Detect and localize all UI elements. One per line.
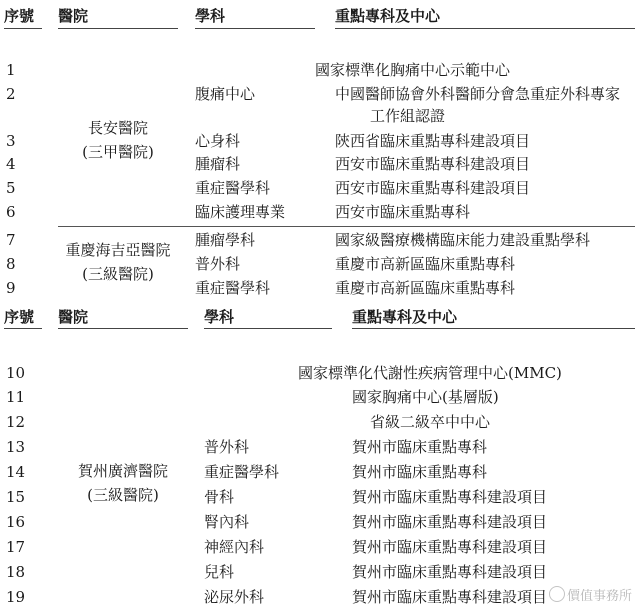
t1-header-no: 序號 <box>4 7 35 25</box>
t1-hospital-separator <box>58 226 635 227</box>
t2-row-11-no: 11 <box>6 388 26 406</box>
t2-row-19-no: 19 <box>6 588 26 606</box>
t2-row-19-dept: 泌尿外科 <box>204 588 265 606</box>
t1-header-hospital: 醫院 <box>58 7 89 25</box>
t1-hospital-1 <box>58 116 178 164</box>
t1-row-4-no: 4 <box>6 155 16 173</box>
t1-row-1-key: 國家標準化胸痛中心示範中心 <box>315 61 511 79</box>
t1-header-dept: 學科 <box>195 7 226 25</box>
t2-row-13-no: 13 <box>6 438 26 456</box>
t1-row-3-no: 3 <box>6 132 16 150</box>
t1-row-8-key: 重慶市高新區臨床重點專科 <box>335 255 516 273</box>
t2-row-18-dept: 兒科 <box>204 563 235 581</box>
t2-row-17-no: 17 <box>6 538 26 556</box>
t1-row-6-dept: 臨床護理專業 <box>195 203 286 221</box>
t2-row-13-dept: 普外科 <box>204 438 250 456</box>
t1-header-rule-hospital <box>58 28 178 29</box>
t1-row-6-no: 6 <box>6 203 16 221</box>
t2-row-13-key: 賀州市臨床重點專科 <box>352 438 488 456</box>
t2-header-rule-key <box>352 328 635 329</box>
t1-hospital-1-grade: (三甲醫院) <box>82 143 154 161</box>
t2-row-14-dept: 重症醫學科 <box>204 463 280 481</box>
t2-header-no: 序號 <box>4 308 35 326</box>
t2-hospital-name: 賀州廣濟醫院 <box>77 462 168 480</box>
t1-row-4-key: 西安市臨床重點專科建設項目 <box>335 155 531 173</box>
t1-row-8-no: 8 <box>6 255 16 273</box>
t1-row-2-key: 中國醫師協會外科醫師分會急重症外科專家 <box>335 85 621 103</box>
t2-row-10-key: 國家標準化代謝性疾病管理中心(MMC) <box>298 364 562 382</box>
t1-row-9-key: 重慶市高新區臨床重點專科 <box>335 279 516 297</box>
t2-row-19-key: 賀州市臨床重點專科建設項目 <box>352 588 548 606</box>
t1-header-key: 重點專科及中心 <box>335 7 441 25</box>
t2-header-rule-hospital <box>58 328 188 329</box>
t2-row-11-key: 國家胸痛中心(基層版) <box>352 388 499 406</box>
t1-row-7-no: 7 <box>6 231 16 249</box>
t2-row-15-dept: 骨科 <box>204 488 235 506</box>
t2-row-15-key: 賀州市臨床重點專科建設項目 <box>352 488 548 506</box>
t2-header-rule-dept <box>204 328 332 329</box>
t1-row-7-key: 國家級醫療機構臨床能力建設重點學科 <box>335 231 591 249</box>
t1-header-rule-dept <box>195 28 315 29</box>
t2-hospital-grade: (三級醫院) <box>87 486 159 504</box>
watermark-logo-icon <box>549 586 565 602</box>
t1-row-5-dept: 重症醫學科 <box>195 179 271 197</box>
t1-row-1-no: 1 <box>6 61 16 79</box>
t1-row-2-key-cont: 工作組認證 <box>370 107 446 125</box>
t1-row-4-dept: 腫瘤科 <box>195 155 241 173</box>
watermark <box>549 585 632 604</box>
t1-row-6-key: 西安市臨床重點專科 <box>335 203 471 221</box>
t2-row-16-key: 賀州市臨床重點專科建設項目 <box>352 513 548 531</box>
watermark-text: 價值事務所 <box>566 589 632 604</box>
t2-row-17-key: 賀州市臨床重點專科建設項目 <box>352 538 548 556</box>
t2-row-10-no: 10 <box>6 364 26 382</box>
t1-row-8-dept: 普外科 <box>195 255 241 273</box>
t1-row-3-dept: 心身科 <box>195 132 241 150</box>
t1-header-rule-key <box>335 28 635 29</box>
t1-row-2-dept: 腹痛中心 <box>195 85 256 103</box>
t2-row-18-key: 賀州市臨床重點專科建設項目 <box>352 563 548 581</box>
t1-hospital-2-grade: (三級醫院) <box>82 265 154 283</box>
t1-row-5-key: 西安市臨床重點專科建設項目 <box>335 179 531 197</box>
t1-row-9-dept: 重症醫學科 <box>195 279 271 297</box>
t2-row-12-key: 省級二級卒中中心 <box>370 413 491 431</box>
t2-header-key: 重點專科及中心 <box>352 308 458 326</box>
t1-hospital-2 <box>58 238 178 286</box>
t1-hospital-1-name: 長安醫院 <box>87 119 148 137</box>
t1-header-rule-no <box>4 28 42 29</box>
t2-header-hospital: 醫院 <box>58 308 89 326</box>
t2-row-16-dept: 腎內科 <box>204 513 250 531</box>
t2-row-18-no: 18 <box>6 563 26 581</box>
t1-row-3-key: 陝西省臨床重點專科建設項目 <box>335 132 531 150</box>
t2-row-12-no: 12 <box>6 413 26 431</box>
t1-row-2-no: 2 <box>6 85 16 103</box>
t2-row-14-key: 賀州市臨床重點專科 <box>352 463 488 481</box>
t2-row-15-no: 15 <box>6 488 26 506</box>
t2-header-rule-no <box>4 328 42 329</box>
t1-row-9-no: 9 <box>6 279 16 297</box>
t1-hospital-2-name: 重慶海吉亞醫院 <box>65 241 171 259</box>
t2-hospital <box>58 459 188 507</box>
t1-row-5-no: 5 <box>6 179 16 197</box>
t2-header-dept: 學科 <box>204 308 235 326</box>
t2-row-17-dept: 神經內科 <box>204 538 265 556</box>
t1-row-7-dept: 腫瘤學科 <box>195 231 256 249</box>
t2-row-16-no: 16 <box>6 513 26 531</box>
t2-row-14-no: 14 <box>6 463 26 481</box>
